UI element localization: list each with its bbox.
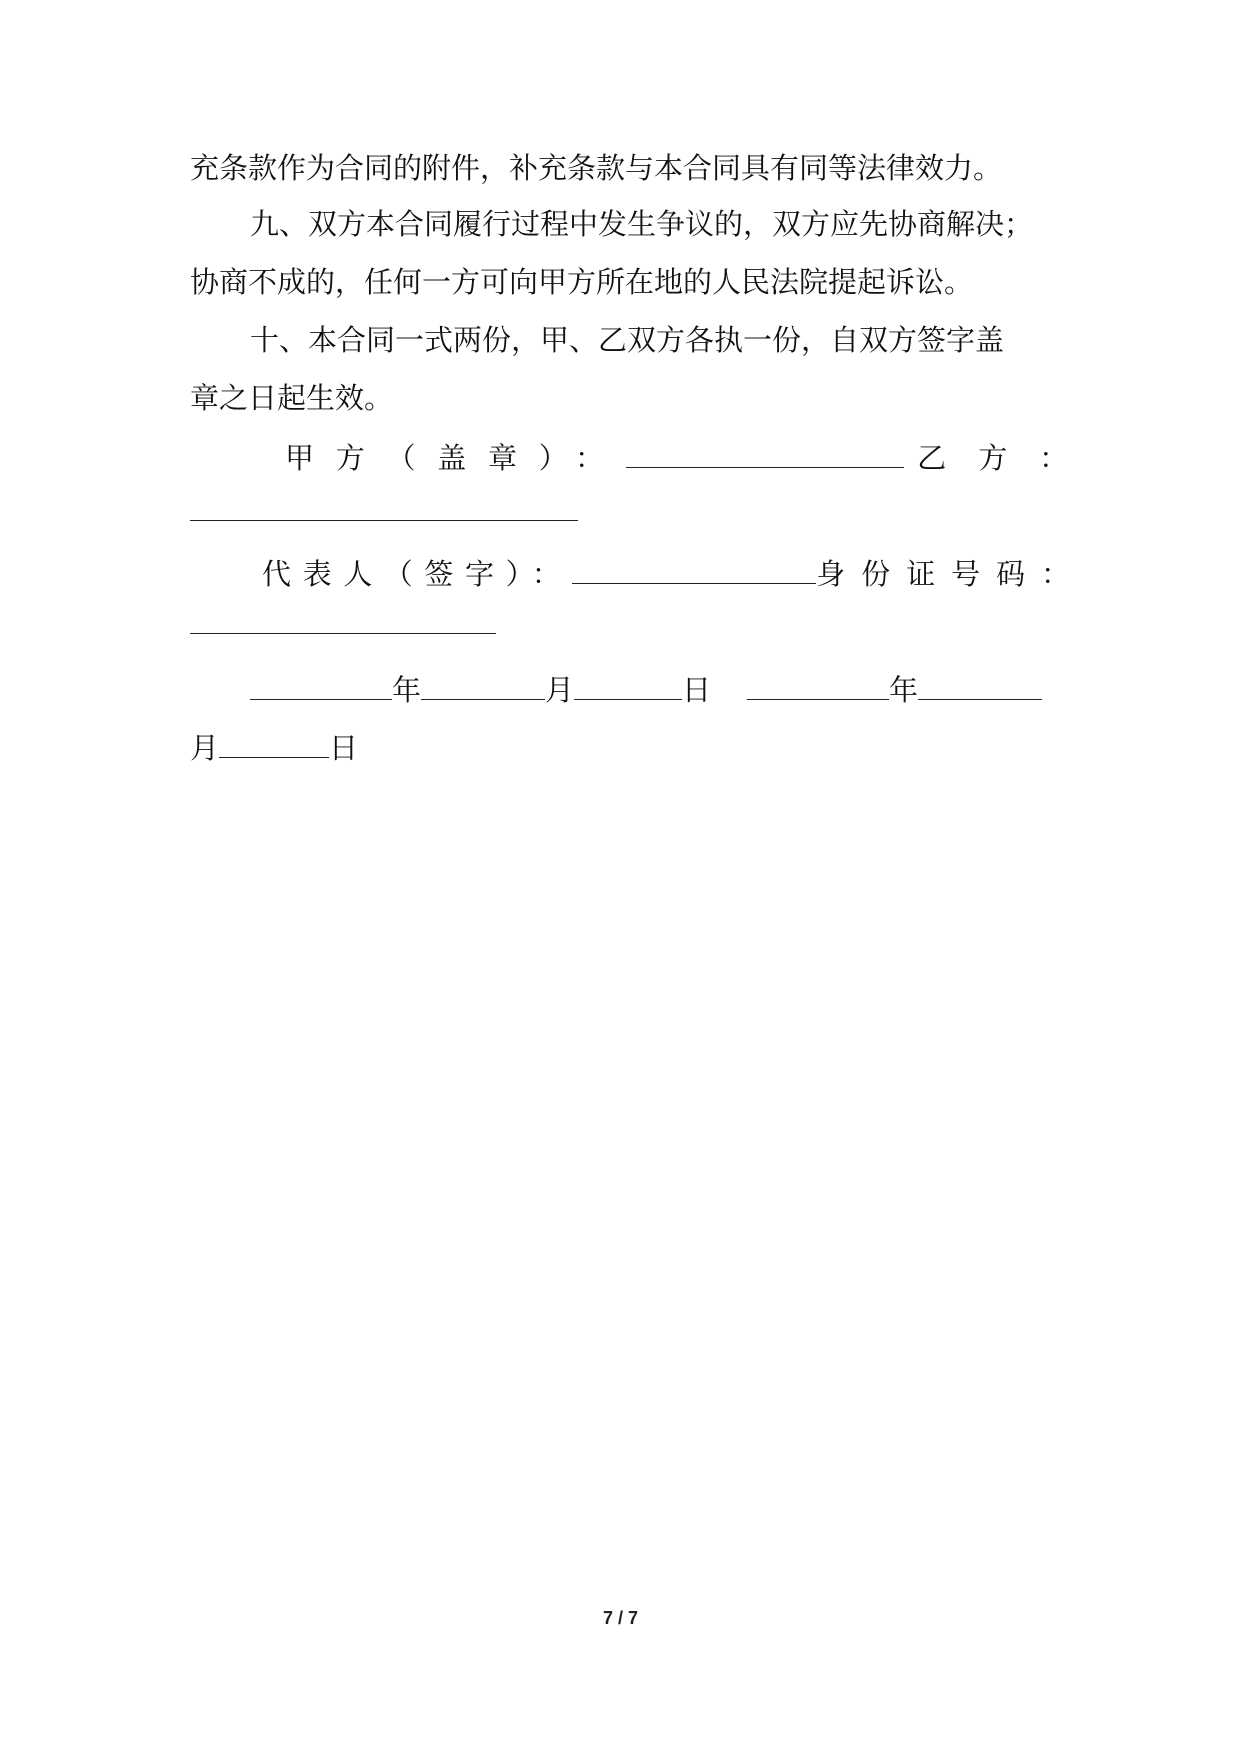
date-row <box>250 670 1070 710</box>
party-a-year-field[interactable] <box>250 671 392 700</box>
clause-9-line-2: 协商不成的，任何一方可向甲方所在地的人民法院提起诉讼。 <box>190 265 974 299</box>
party-b-month-label: 月 <box>190 731 220 765</box>
date-row-continued <box>190 728 1070 768</box>
id-number-label: 身份证号码： <box>816 557 1086 591</box>
party-a-label: 甲方（盖章）： <box>285 441 626 475</box>
clause-10-line-1: 十、本合同一式两份，甲、乙双方各执一份，自双方签字盖 <box>250 323 1005 357</box>
id-number-field[interactable] <box>190 633 496 634</box>
party-signature-row <box>285 438 1100 478</box>
clause-9-line-1: 九、双方本合同履行过程中发生争议的，双方应先协商解决； <box>250 207 1034 241</box>
party-a-day-field[interactable] <box>574 671 682 700</box>
clause-10-line-2: 章之日起生效。 <box>190 381 394 415</box>
party-a-month-label: 月 <box>545 673 575 707</box>
party-a-month-field[interactable] <box>421 671 545 700</box>
representative-signature-field[interactable] <box>572 555 816 584</box>
party-b-label: 乙方： <box>917 441 1100 475</box>
representative-label: 代表人（签字）： <box>262 557 573 591</box>
party-a-day-label: 日 <box>682 673 712 707</box>
clause-8-continuation: 充条款作为合同的附件，补充条款与本合同具有同等法律效力。 <box>190 151 1003 185</box>
party-b-year-label: 年 <box>889 673 919 707</box>
party-b-year-field[interactable] <box>747 671 889 700</box>
page-number: 7 / 7 <box>602 1608 639 1628</box>
party-a-year-label: 年 <box>392 673 422 707</box>
party-b-day-field[interactable] <box>219 729 329 758</box>
party-b-day-label: 日 <box>329 731 359 765</box>
party-a-seal-field[interactable] <box>626 439 904 468</box>
party-b-name-field[interactable] <box>190 520 578 521</box>
party-b-month-field-part[interactable] <box>918 671 1042 700</box>
representative-row <box>262 554 1086 594</box>
